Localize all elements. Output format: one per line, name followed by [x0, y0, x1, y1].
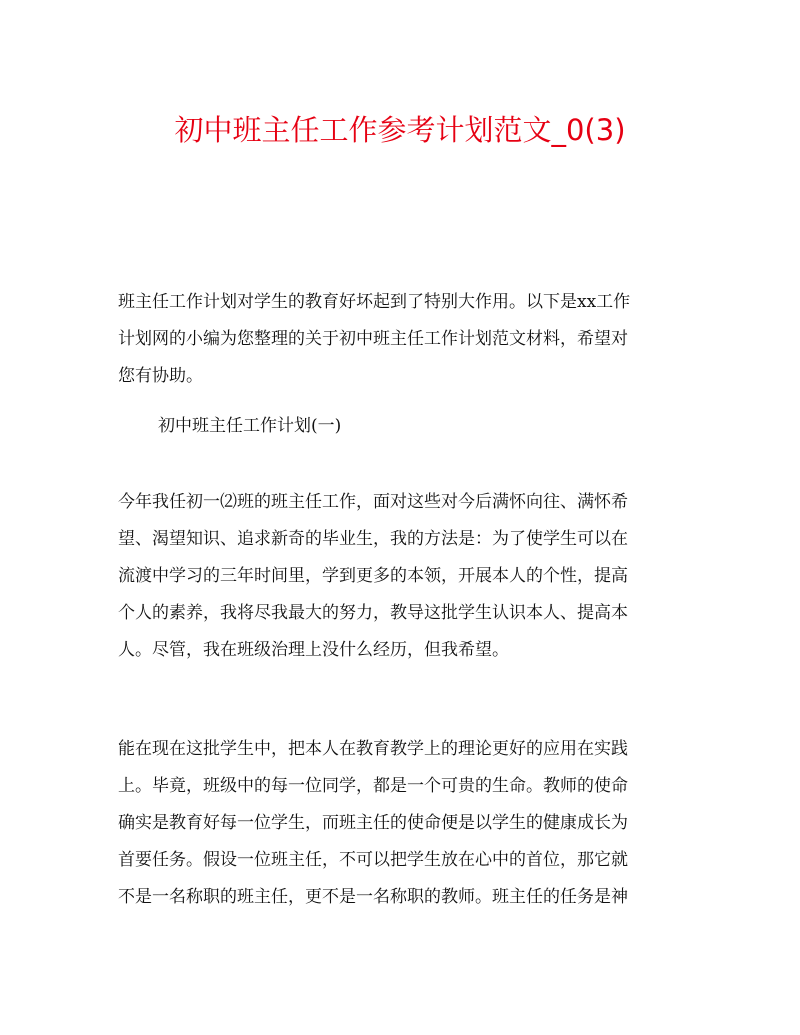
- intro-line: 班主任工作计划对学生的教育好坏起到了特别大作用。以下是xx工作: [118, 292, 631, 312]
- subtitle-line: 初中班主任工作计划(一): [158, 416, 342, 436]
- paragraph-line: 上。毕竟，班级中的每一位同学，都是一个可贵的生命。教师的使命: [118, 776, 628, 796]
- intro-line: 您有协助。: [118, 366, 203, 386]
- body-paragraph-3: [118, 731, 693, 916]
- document-title: 初中班主任工作参考计划范文_0(3): [174, 113, 626, 147]
- intro-line: 计划网的小编为您整理的关于初中班主任工作计划范文材料，希望对: [118, 329, 628, 349]
- section-subtitle: [158, 408, 733, 445]
- paragraph-line: 今年我任初一⑵班的班主任工作，面对这些对今后满怀向往、满怀希: [118, 492, 628, 512]
- paragraph-line: 不是一名称职的班主任，更不是一名称职的教师。班主任的任务是神: [118, 887, 628, 907]
- paragraph-line: 望、渴望知识、追求新奇的毕业生，我的方法是：为了使学生可以在: [118, 529, 628, 549]
- body-paragraph-2: [118, 484, 693, 669]
- paragraph-line: 个人的素养，我将尽我最大的努力，教导这批学生认识本人、提高本: [118, 603, 628, 623]
- paragraph-line: 确实是教育好每一位学生，而班主任的使命便是以学生的健康成长为: [118, 813, 628, 833]
- paragraph-line: 能在现在这批学生中，把本人在教育教学上的理论更好的应用在实践: [118, 739, 628, 759]
- paragraph-line: 人。尽管，我在班级治理上没什么经历，但我希望。: [118, 640, 509, 660]
- intro-paragraph: [118, 284, 693, 395]
- paragraph-line: 流渡中学习的三年时间里，学到更多的本领，开展本人的个性，提高: [118, 566, 628, 586]
- paragraph-line: 首要任务。假设一位班主任，不可以把学生放在心中的首位，那它就: [118, 850, 628, 870]
